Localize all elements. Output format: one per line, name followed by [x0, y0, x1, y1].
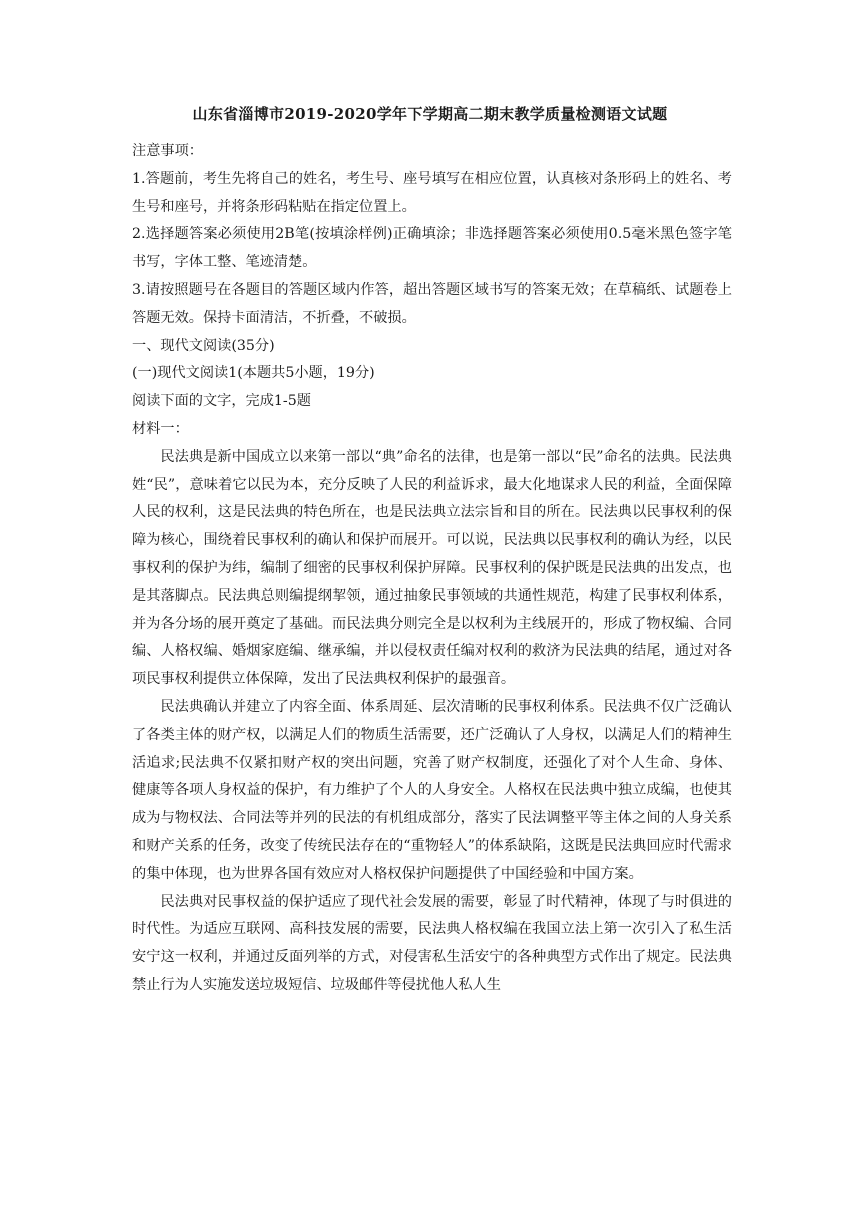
notice-item-3: 3.请按照题号在各题目的答题区域内作答，超出答题区域书写的答案无效；在草稿纸、试题卷上答题无效。保持卡面清洁，不折叠，不破损。 [132, 281, 732, 326]
body-paragraph-2: 民法典确认并建立了内容全面、体系周延、层次清晰的民事权利体系。民法典不仅广泛确认了各类主体的财产权，以满足人们的物质生活需要，还广泛确认了人身权，以满足人们的精神生活追求;民法典不仅紧扣财产权的突出问题，究善了财产权制度，还强化了对个人生命、身体、健康等各项人身权益的保护，有力维护了个人的人身安全。人格权在民法典中独立成编，也使其成为与物权法、合同法等并列的民法的有机组成部分，落实了民法调整平等主体之间的人身关系和财产关系的任务，改变了传统民法存在的“重物轻人”的体系缺陷，这既是民法典回应时代需求的集中体现，也为世界各国有效应对人格权保护问题提供了中国经验和中国方案。 [132, 698, 732, 882]
section-subheading: (一)现代文阅读1(本题共5小题，19分) [132, 365, 375, 382]
body-paragraph-3: 民法典对民事权益的保护适应了现代社会发展的需要，彰显了时代精神，体现了与时俱进的时代性。为适应互联网、高科技发展的需要，民法典人格权编在我国立法上第一次引入了私生活安宁这一权利，并通过反面列举的方式，对侵害私生活安宁的各种典型方式作出了规定。民法典禁止行为人实施发送垃圾短信、垃圾邮件等侵扰他人私人生 [132, 893, 732, 993]
document-title: 山东省淄博市2019-2020学年下学期高二期末教学质量检测语文试题 [192, 105, 668, 123]
body-paragraph-1: 民法典是新中国成立以来第一部以“典”命名的法律，也是第一部以“民”命名的法典。民法典姓“民”，意味着它以民为本，充分反映了人民的利益诉求，最大化地谋求人民的利益，全面保障人民的权利，这是民法典的特色所在，也是民法典立法宗旨和目的所在。民法典以民事权利的保障为核心，围绕着民事权利的确认和保护而展开。可以说，民法典以民事权利的确认为经，以民事权利的保护为纬，编制了细密的民事权利保护屏障。民事权利的保护既是民法典的出发点，也是其落脚点。民法典总则编提纲挈领，通过抽象民事领域的共通性规范，构建了民事权利体系，并为各分场的展开奠定了基础。而民法典分则完全是以权利为主线展开的，形成了物权编、合同编、人格权编、婚烟家庭编、继承编，并以侵权责任编对权利的救济为民法典的结尾，通过对各项民事权利提供立体保障，发出了民法典权利保护的最强音。 [132, 448, 732, 688]
material-label: 材料一： [132, 420, 189, 437]
notice-item-1: 1.答题前，考生先将自己的姓名，考生号、座号填写在相应位置，认真核对条形码上的姓名、考生号和座号，并将条形码粘贴在指定位置上。 [132, 170, 732, 215]
notice-heading: 注意事项： [132, 143, 203, 159]
document-body [132, 138, 732, 1000]
section-heading: 一、现代文阅读(35分) [132, 337, 275, 354]
notice-item-2: 2.选择题答案必须使用2B笔(按填涂样例)正确填涂；非选择题答案必须使用0.5毫米黑色签字笔书写，字体工整、笔迹清楚。 [132, 226, 732, 271]
reading-instruction: 阅读下面的文字，完成1-5题 [132, 393, 311, 410]
